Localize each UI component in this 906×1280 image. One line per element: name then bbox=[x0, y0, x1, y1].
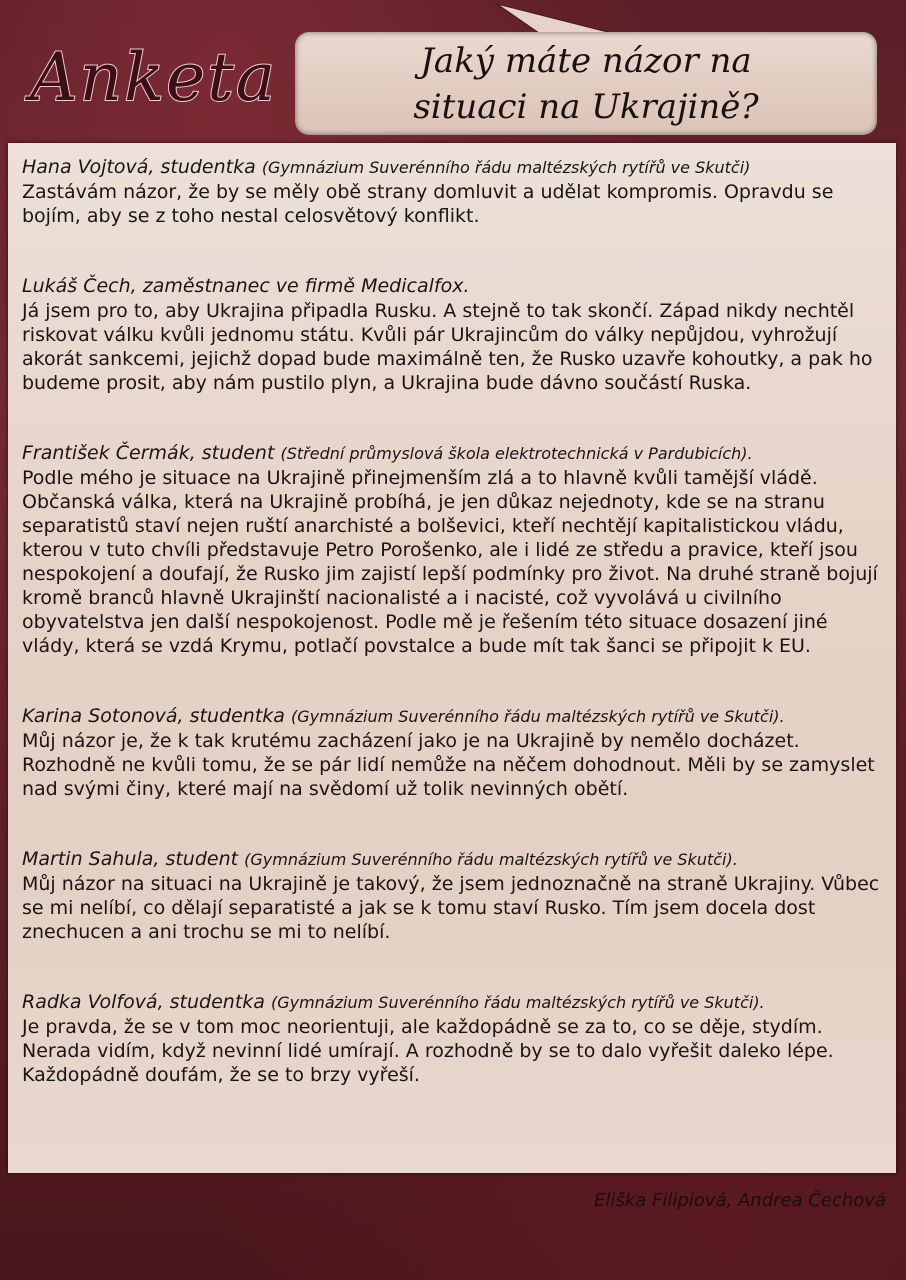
response-entry bbox=[22, 441, 890, 658]
response-text: Já jsem pro to, aby Ukrajina připadla Rusku. A stejně to tak skončí. Západ nikdy nechtěl riskovat válku kvůli jednomu státu. Kvůli pár Ukrajincům do války nepůjdou, vyhrožují akorát sankcemi, jejichž dopad bude maximálně ten, že Rusko uzavře kohoutky, a pak ho budeme prosit, aby nám pustilo plyn, a Ukrajina bude dávno součástí Ruska. bbox=[22, 300, 873, 394]
response-entry bbox=[22, 704, 890, 801]
response-entry bbox=[22, 155, 890, 228]
article-authors: Eliška Filipiová, Andrea Čechová bbox=[594, 1190, 886, 1211]
anketa-logo bbox=[22, 28, 282, 128]
poll-question-line1: Jaký máte názor na bbox=[420, 41, 752, 81]
response-text: Můj názor je, že k tak krutému zacházení jako je na Ukrajině by nemělo docházet. Rozhodně ne kvůli tomu, že se pár lidí nemůže na něčem dohodnout. Měli by se zamyslet nad svými činy, které mají na svědomí už tolik nevinných obětí. bbox=[22, 730, 875, 800]
respondent-name: Lukáš Čech, zaměstnanec ve firmě Medicalfox. bbox=[22, 275, 470, 297]
anketa-logo-art bbox=[22, 28, 282, 128]
respondent-name: Hana Vojtová, studentka bbox=[22, 156, 256, 178]
response-entry bbox=[22, 990, 890, 1087]
respondent-school: (Gymnázium Suverénního řádu maltézských rytířů ve Skutči). bbox=[244, 850, 738, 869]
responses-list bbox=[22, 155, 890, 1133]
respondent-name: Karina Sotonová, studentka bbox=[22, 705, 285, 727]
respondent-school: (Gymnázium Suverénního řádu maltézských rytířů ve Skutči) bbox=[261, 158, 751, 177]
response-text: Podle mého je situace na Ukrajině přinejmenším zlá a to hlavně kvůli tamější vládě. Občanská válka, která na Ukrajině probíhá, je jen důkaz nejednoty, kde se na stranu separatistů staví nejen ruští anarchisté a bolševici, kteří nechtějí kapitalistickou vládu, kterou v tuto chvíli představuje Petro Porošenko, ale i lidé ze středu a pravice, kteří jsou nespokojení a doufají, že Rusko jim zajistí lepší podmínky pro život. Na druhé straně bojují kromě branců hlavně Ukrajinští nacionalisté a i nacisté, což vyvolává u civilního obyvatelstva jen další nespokojenost. Podle mě je řešením této situace dosazení jiné vlády, která se vzdá Krymu, potlačí povstalce a bude mít tak šanci se připojit k EU. bbox=[22, 467, 878, 657]
respondent-school: (Gymnázium Suverénního řádu maltézských rytířů ve Skutči). bbox=[270, 993, 765, 1012]
poll-question bbox=[315, 38, 857, 130]
respondent-name: František Čermák, student bbox=[22, 442, 275, 464]
response-text: Zastávám názor, že by se měly obě strany domluvit a udělat kompromis. Opravdu se bojím, aby se z toho nestal celosvětový konflikt. bbox=[22, 181, 834, 227]
response-text: Je pravda, že se v tom moc neorientuji, ale každopádně se za to, co se děje, stydím. Nerada vidím, když nevinní lidé umírají. A rozhodně by se to dalo vyřešit daleko lépe. Každopádně doufám, že se to brzy vyřeší. bbox=[22, 1016, 834, 1086]
respondent-name: Martin Sahula, student bbox=[22, 848, 239, 870]
response-entry bbox=[22, 274, 890, 395]
anketa-logo-text: Anketa bbox=[30, 39, 278, 116]
poll-question-line2: situaci na Ukrajině? bbox=[413, 87, 759, 127]
responses-panel bbox=[8, 143, 896, 1173]
response-entry bbox=[22, 847, 890, 944]
response-text: Můj názor na situaci na Ukrajině je takový, že jsem jednoznačně na straně Ukrajiny. Vůbec se mi nelíbí, co dělají separatisté a jak se k tomu staví Rusko. Tím jsem docela dost znechucen a ani trochu se mi to nelíbí. bbox=[22, 873, 880, 943]
respondent-school: (Gymnázium Suverénního řádu maltézských rytířů ve Skutči). bbox=[290, 707, 785, 726]
respondent-school: (Střední průmyslová škola elektrotechnická v Pardubicích). bbox=[280, 444, 753, 463]
respondent-name: Radka Volfová, studentka bbox=[22, 991, 265, 1013]
question-speech-bubble bbox=[295, 32, 877, 135]
